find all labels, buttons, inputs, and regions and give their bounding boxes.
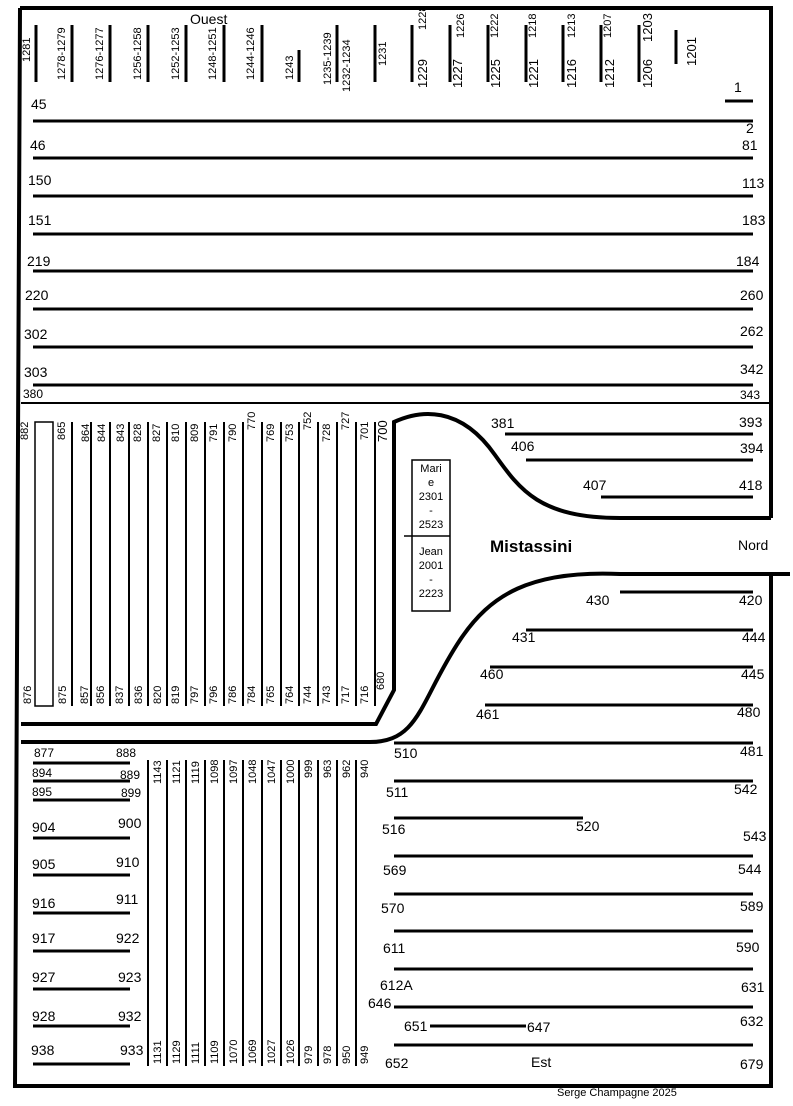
site-label: 1048 <box>247 759 259 784</box>
site-label: 727 <box>340 411 352 430</box>
site-label: 611 <box>383 940 406 956</box>
site-label: 542 <box>734 781 758 797</box>
site-label: 1248-1251 <box>207 27 219 80</box>
site-label: 1098 <box>209 759 221 784</box>
site-label: 1201 <box>684 37 699 66</box>
site-label: 932 <box>118 1008 142 1024</box>
site-label: 1097 <box>228 759 240 784</box>
direction-east: Est <box>531 1054 552 1070</box>
site-label: 786 <box>227 685 239 704</box>
site-label: 911 <box>116 891 139 907</box>
site-label: 864 <box>80 423 92 442</box>
site-label: 1281 <box>21 37 33 62</box>
site-label: 828 <box>132 423 144 442</box>
site-label: 791 <box>208 423 220 442</box>
site-label: 979 <box>303 1045 315 1064</box>
site-label: 844 <box>96 423 108 442</box>
site-label: 1203 <box>640 13 655 42</box>
site-label: 900 <box>118 815 142 831</box>
site-label: 510 <box>394 745 418 761</box>
site-label: 113 <box>742 175 765 191</box>
site-label: 820 <box>152 685 164 704</box>
site-label: 460 <box>480 666 504 682</box>
site-label: 916 <box>32 895 56 911</box>
site-label: 876 <box>22 685 34 704</box>
site-label: 151 <box>28 212 52 228</box>
site-label: 544 <box>738 861 762 877</box>
site-label: 743 <box>321 685 333 704</box>
site-label: 1252-1253 <box>170 27 182 80</box>
site-label: 1235-1239 <box>322 32 334 85</box>
site-label: 520 <box>576 818 600 834</box>
site-label: 46 <box>30 137 46 153</box>
site-label: 1222 <box>489 13 501 38</box>
site-label: 393 <box>739 414 763 430</box>
site-label: 220 <box>25 287 49 303</box>
site-label: 978 <box>322 1045 334 1064</box>
site-label: 1129 <box>171 1040 183 1064</box>
site-label: 928 <box>32 1008 56 1024</box>
site-label: 764 <box>284 685 296 704</box>
site-label: 1276-1277 <box>94 27 106 80</box>
site-label: 1131 <box>152 1040 164 1064</box>
site-label: 769 <box>265 423 277 442</box>
site-label: 894 <box>32 766 53 780</box>
site-label: 394 <box>740 440 764 456</box>
middle-site-lines <box>35 422 375 706</box>
site-label: 836 <box>133 685 145 704</box>
direction-west: Ouest <box>190 11 228 27</box>
credit: Serge Champagne 2025 <box>557 1087 677 1099</box>
site-label: 260 <box>740 287 764 303</box>
site-label: 430 <box>586 592 610 608</box>
site-label: 1206 <box>640 59 655 88</box>
site-label: 262 <box>740 323 764 339</box>
site-label: 380 <box>23 387 44 401</box>
site-label: 590 <box>736 939 760 955</box>
street-name: Mistassini <box>490 537 573 556</box>
site-label: 1207 <box>602 13 614 38</box>
site-label: 809 <box>189 423 201 442</box>
site-label: 481 <box>740 743 764 759</box>
site-label: 910 <box>116 854 140 870</box>
site-label: 1000 <box>285 759 297 784</box>
site-label: 1228 <box>417 5 429 30</box>
site-label: 895 <box>32 785 53 799</box>
site-label: 1218 <box>527 13 539 38</box>
site-label: 516 <box>382 821 406 837</box>
site-label: 1027 <box>266 1039 278 1064</box>
site-label: 1143 <box>152 760 164 784</box>
site-label: 1216 <box>564 59 579 88</box>
site-label: 1121 <box>171 760 183 784</box>
site-label: 652 <box>385 1055 409 1071</box>
site-label: 342 <box>740 361 764 377</box>
site-label: 865 <box>56 421 68 440</box>
site-label: 877 <box>34 746 55 760</box>
site-label: 1070 <box>228 1039 240 1064</box>
site-label: 717 <box>340 685 352 704</box>
site-label: 680 <box>375 671 387 690</box>
site-label: 183 <box>742 212 766 228</box>
site-label: 999 <box>303 759 315 778</box>
site-label: 589 <box>740 898 764 914</box>
site-label: 933 <box>120 1042 144 1058</box>
site-label: 940 <box>359 759 371 778</box>
site-label: 1069 <box>247 1039 259 1064</box>
site-label: 302 <box>24 326 48 342</box>
site-label: 917 <box>32 930 56 946</box>
site-label: 905 <box>32 856 56 872</box>
site-label: 923 <box>118 969 142 985</box>
site-label: 461 <box>476 706 500 722</box>
site-label: 444 <box>742 629 766 645</box>
site-label: 406 <box>511 438 535 454</box>
site-label: 796 <box>208 685 220 704</box>
box-jean: Jean 2001 - 2223 <box>418 546 444 600</box>
site-label: 728 <box>321 423 333 442</box>
site-label: 1213 <box>566 13 578 38</box>
site-label: 797 <box>189 685 201 704</box>
site-label: 381 <box>491 415 515 431</box>
site-label: 647 <box>527 1019 551 1035</box>
site-label: 1232-1234 <box>341 39 353 92</box>
direction-north: Nord <box>738 537 769 553</box>
site-label: 1026 <box>285 1039 297 1064</box>
site-label: 790 <box>227 423 239 442</box>
site-label: 922 <box>116 930 140 946</box>
site-label: 45 <box>31 96 47 112</box>
site-label: 700 <box>375 420 390 442</box>
site-label: 612A <box>380 977 413 993</box>
site-label: 511 <box>386 784 409 800</box>
site-label: 927 <box>32 969 56 985</box>
site-label: 889 <box>120 768 141 782</box>
site-label: 631 <box>741 979 765 995</box>
site-label: 1256-1258 <box>132 27 144 80</box>
site-label: 543 <box>743 828 767 844</box>
site-label: 1244-1246 <box>245 27 257 80</box>
site-label: 843 <box>115 423 127 442</box>
site-label: 753 <box>284 423 296 442</box>
site-label: 150 <box>28 172 52 188</box>
site-label: 882 <box>19 421 31 440</box>
road-south-edge <box>21 574 790 742</box>
site-label: 1221 <box>526 59 541 88</box>
site-label: 1119 <box>190 761 202 784</box>
site-label: 1 <box>734 79 742 95</box>
site-label: 679 <box>740 1056 764 1072</box>
site-label: 962 <box>341 759 353 778</box>
site-label: 343 <box>740 388 761 402</box>
site-label: 1212 <box>602 59 617 88</box>
site-label: 420 <box>739 592 763 608</box>
site-label: 1231 <box>377 41 389 66</box>
site-label: 480 <box>737 704 761 720</box>
site-label: 770 <box>246 411 258 430</box>
site-label: 570 <box>381 900 405 916</box>
site-label: 949 <box>359 1045 371 1064</box>
site-label: 904 <box>32 819 56 835</box>
site-label: 950 <box>341 1045 353 1064</box>
site-label: 784 <box>246 685 258 704</box>
site-label: 651 <box>404 1018 428 1034</box>
site-label: 827 <box>151 423 163 442</box>
site-label: 632 <box>740 1013 764 1029</box>
site-label: 1278-1279 <box>56 27 68 80</box>
site-label: 716 <box>359 685 371 704</box>
site-label: 744 <box>302 685 314 704</box>
site-label: 2 <box>746 120 754 136</box>
site-label: 888 <box>116 746 137 760</box>
site-label: 81 <box>742 137 758 153</box>
site-label: 819 <box>170 685 182 704</box>
site-label: 856 <box>95 685 107 704</box>
site-label: 899 <box>121 786 142 800</box>
site-label: 765 <box>265 685 277 704</box>
site-label: 1225 <box>488 59 503 88</box>
site-label: 701 <box>359 421 371 440</box>
site-label: 1111 <box>190 1041 202 1064</box>
site-label: 1243 <box>284 55 296 80</box>
box-marie: Mari e 2301 - 2523 <box>418 463 444 531</box>
site-label: 1047 <box>266 759 278 784</box>
site-label: 1109 <box>209 1040 221 1064</box>
site-label: 938 <box>31 1042 55 1058</box>
site-label: 875 <box>57 685 69 704</box>
site-label: 963 <box>322 759 334 778</box>
site-label: 569 <box>383 862 407 878</box>
site-label: 1227 <box>450 59 465 88</box>
lower-middle-lines <box>148 760 356 1066</box>
site-label: 303 <box>24 364 48 380</box>
site-label: 407 <box>583 477 607 493</box>
site-label: 1226 <box>455 13 467 38</box>
site-label: 431 <box>512 629 536 645</box>
site-label: 752 <box>302 411 314 430</box>
site-label: 646 <box>368 995 392 1011</box>
site-label: 857 <box>79 685 91 704</box>
site-label: 184 <box>736 253 760 269</box>
site-label: 1229 <box>415 59 430 88</box>
site-label: 445 <box>741 666 765 682</box>
site-label: 418 <box>739 477 763 493</box>
site-label: 837 <box>114 685 126 704</box>
site-label: 219 <box>27 253 51 269</box>
site-label: 810 <box>170 423 182 442</box>
